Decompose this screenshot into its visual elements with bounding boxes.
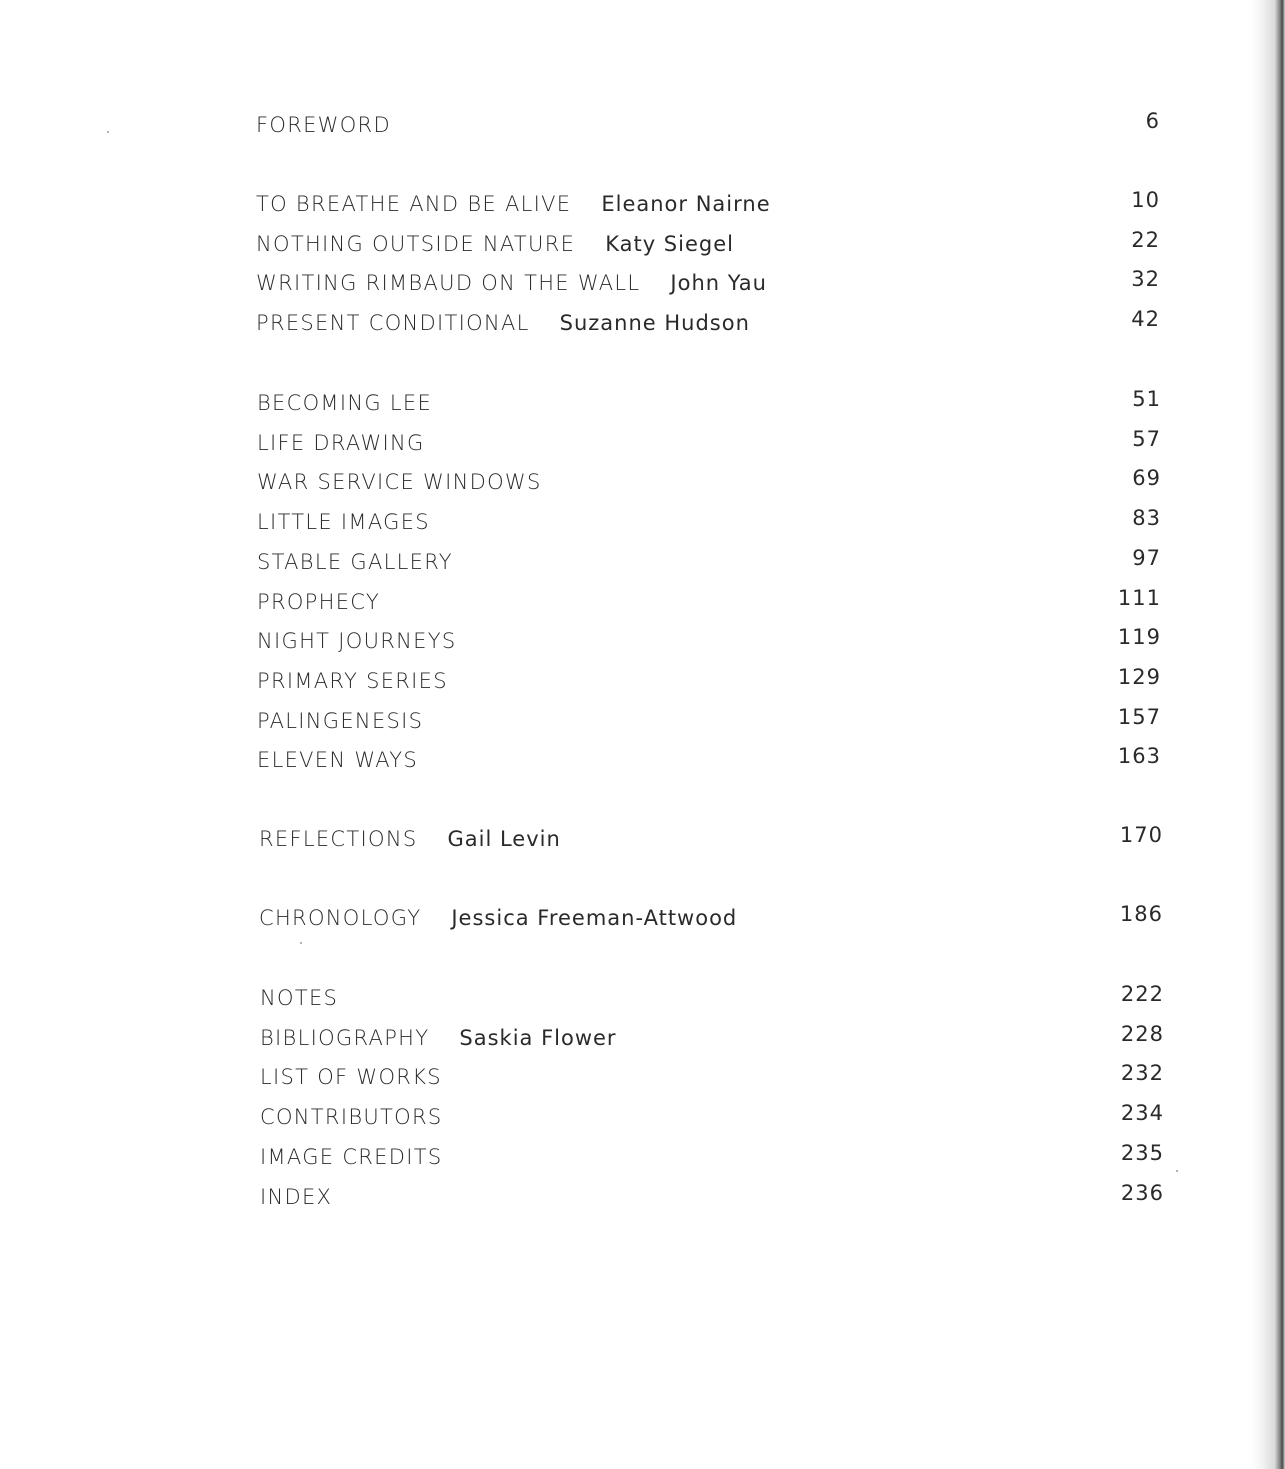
toc-entry-title: NOTES bbox=[260, 986, 339, 1010]
toc-entry-title: FOREWORD bbox=[256, 113, 391, 137]
scan-speck bbox=[107, 131, 109, 133]
toc-entry bbox=[260, 1062, 1170, 1092]
toc-entry bbox=[256, 308, 1166, 338]
toc-entry bbox=[257, 467, 1167, 497]
scan-speck bbox=[1176, 1170, 1178, 1172]
toc-entry bbox=[256, 229, 1166, 259]
toc-entry bbox=[259, 824, 1169, 854]
toc-entry-title: PRIMARY SERIES bbox=[257, 668, 448, 693]
toc-entry-page-number: 69 bbox=[1132, 466, 1161, 491]
toc-entry bbox=[256, 268, 1166, 298]
toc-entry-page-number: 6 bbox=[1145, 109, 1160, 133]
toc-entry-page-number: 83 bbox=[1132, 506, 1161, 531]
toc-entry bbox=[257, 507, 1167, 537]
toc-entry-title: WRITING RIMBAUD ON THE WALL bbox=[256, 271, 641, 296]
toc-entry bbox=[260, 1142, 1170, 1172]
toc-entry-page-number: 129 bbox=[1117, 664, 1161, 689]
toc-entry bbox=[257, 547, 1167, 577]
toc-entry bbox=[260, 1182, 1170, 1212]
toc-entry-title: CHRONOLOGY bbox=[259, 906, 422, 930]
toc-entry-page-number: 170 bbox=[1119, 823, 1163, 847]
toc-entry-title: CONTRIBUTORS bbox=[260, 1105, 443, 1130]
toc-entry-page-number: 32 bbox=[1131, 267, 1160, 292]
toc-entry bbox=[257, 388, 1167, 418]
toc-entry bbox=[260, 983, 1170, 1013]
toc-entry-title: IMAGE CREDITS bbox=[260, 1144, 443, 1169]
toc-entry-title: PROPHECY bbox=[257, 589, 381, 614]
toc-entry-author: Gail Levin bbox=[447, 827, 561, 851]
toc-entry-title: REFLECTIONS bbox=[259, 827, 418, 851]
toc-entry-author: Eleanor Nairne bbox=[601, 192, 771, 216]
toc-entry bbox=[257, 428, 1167, 458]
toc-entry-title: ELEVEN WAYS bbox=[257, 748, 419, 773]
toc-entry bbox=[257, 626, 1167, 656]
toc-entry-page-number: 235 bbox=[1120, 1140, 1164, 1165]
toc-entry-author: Katy Siegel bbox=[605, 231, 734, 256]
toc-entry bbox=[260, 1023, 1170, 1053]
toc-entry bbox=[257, 706, 1167, 736]
toc-entry-page-number: 10 bbox=[1131, 188, 1160, 212]
toc-entry-page-number: 234 bbox=[1120, 1101, 1164, 1126]
toc-entry-page-number: 236 bbox=[1120, 1180, 1164, 1205]
toc-entry-title: NOTHING OUTSIDE NATURE bbox=[256, 231, 576, 256]
toc-entry-title: LITTLE IMAGES bbox=[257, 510, 430, 535]
toc-entry bbox=[260, 1102, 1170, 1132]
toc-entry-page-number: 97 bbox=[1132, 545, 1161, 570]
toc-entry-title: BECOMING LEE bbox=[257, 391, 433, 415]
toc-entry bbox=[256, 110, 1166, 140]
toc-entry-page-number: 222 bbox=[1120, 982, 1164, 1006]
scan-speck bbox=[300, 942, 302, 944]
toc-entry-title: NIGHT JOURNEYS bbox=[257, 629, 457, 654]
toc-entry-page-number: 111 bbox=[1117, 585, 1161, 610]
toc-entry bbox=[256, 189, 1166, 219]
toc-entry-author: Jessica Freeman-Attwood bbox=[451, 906, 738, 930]
toc-entry-page-number: 22 bbox=[1131, 227, 1160, 252]
toc-entry bbox=[257, 745, 1167, 775]
toc-entry-page-number: 186 bbox=[1119, 902, 1163, 926]
toc-entry-title: TO BREATHE AND BE ALIVE bbox=[256, 192, 572, 216]
toc-entry-author: Saskia Flower bbox=[459, 1025, 617, 1050]
toc-entry-title: PALINGENESIS bbox=[257, 708, 424, 733]
toc-entry bbox=[257, 666, 1167, 696]
toc-entry-page-number: 57 bbox=[1132, 426, 1161, 451]
toc-entry-title: LIFE DRAWING bbox=[257, 430, 425, 455]
toc-entry-title: STABLE GALLERY bbox=[257, 549, 453, 574]
toc-entry-page-number: 163 bbox=[1117, 744, 1161, 769]
toc-entry-page-number: 51 bbox=[1132, 387, 1161, 411]
toc-entry-page-number: 228 bbox=[1120, 1021, 1164, 1046]
toc-entry-title: INDEX bbox=[260, 1184, 333, 1209]
toc-entry bbox=[259, 903, 1169, 933]
toc-entry-page-number: 42 bbox=[1131, 307, 1160, 332]
toc-entry-title: BIBLIOGRAPHY bbox=[260, 1025, 430, 1050]
toc-entry-author: John Yau bbox=[670, 271, 767, 296]
toc-entry-title: WAR SERVICE WINDOWS bbox=[257, 470, 542, 495]
toc-entry-page-number: 119 bbox=[1117, 625, 1161, 650]
toc-entry-author: Suzanne Hudson bbox=[559, 311, 750, 336]
toc-entry-title: LIST OF WORKS bbox=[260, 1065, 442, 1090]
toc-entry-title: PRESENT CONDITIONAL bbox=[256, 311, 530, 336]
toc-entry-page-number: 157 bbox=[1117, 704, 1161, 729]
toc-entry-page-number: 232 bbox=[1120, 1061, 1164, 1086]
toc-entry bbox=[257, 587, 1167, 617]
